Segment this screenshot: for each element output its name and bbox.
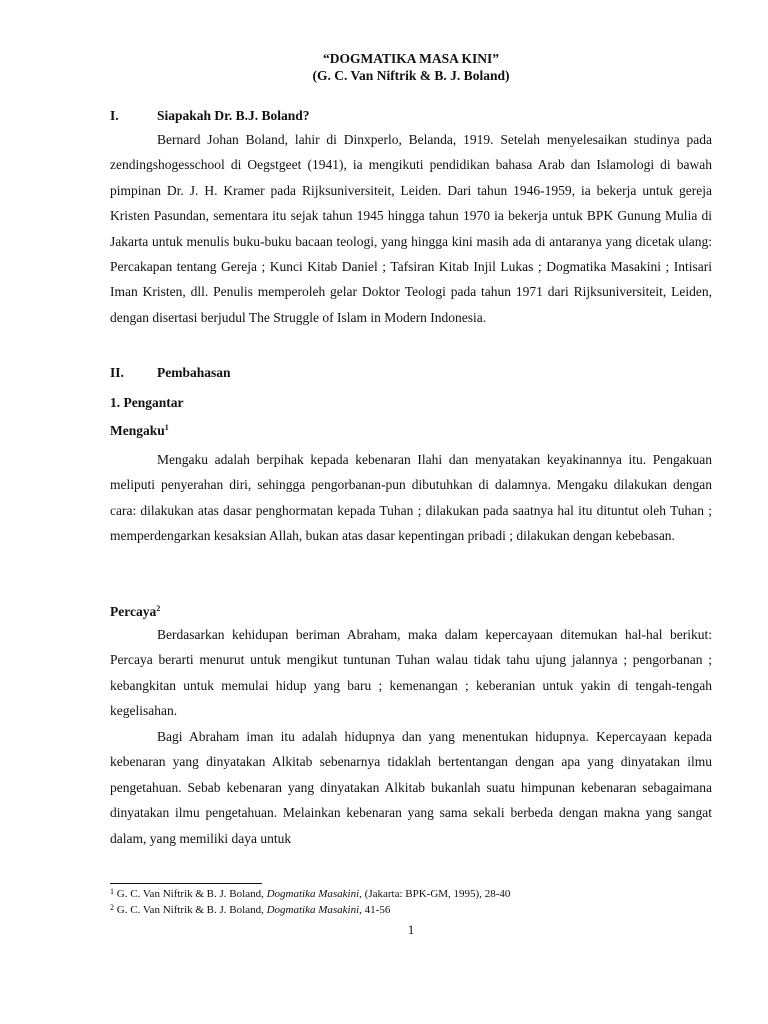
paragraph-percaya-1: Berdasarkan kehidupan beriman Abraham, maka dalam kepercayaan ditemukan hal-hal berikut: Percaya berarti menurut untuk mengikut tuntunan Tuhan walau tidak tahu ujung jalannya ; pengorbanan ; kebangkitan untuk memulai hidup yang baru ; kemenangan ; keberanian untuk yakin di tengah-tengah kegelisahan. (110, 627, 712, 719)
footnote-separator (110, 883, 262, 884)
footnote-ref: 2 (156, 604, 161, 613)
paragraph-boland: Bernard Johan Boland, lahir di Dinxperlo, Belanda, 1919. Setelah menyelesaikan studinya pada zendingshogesschool di Oegstgeet (1941), ia mengikuti pendidikan bahasa Arab dan Islamologi di bawah pimpinan Dr. J. H. Kramer pada Rijksuniversiteit, Leiden. Dari tahun 1946-1959, ia bekerja untuk gereja Kristen Pasundan, sementara itu sejak tahun 1945 hingga tahun 1970 ia bekerja untuk BPK Gunung Mulia di Jakarta untuk menulis buku-buku bacaan teologi, yang hingga kini masih ada di antaranya yang dicetak ulang: Percakapan tentang Gereja ; Kunci Kitab Daniel ; Tafsiran Kitab Injil Lukas ; Dogmatika Masakini ; Intisari Iman Kristen, dll. Penulis memperoleh gelar Doktor Teologi pada tahun 1971 dari Rijksuniversiteit, Leiden, dengan disertasi berjudul The Struggle of Islam in Modern Indonesia. (110, 132, 712, 325)
footnote-ref: 1 (164, 423, 169, 432)
section-heading-2 (110, 364, 231, 382)
heading-percaya (110, 603, 160, 621)
section-title: Pembahasan (157, 365, 231, 380)
footnote-2 (110, 904, 390, 917)
footnote-text: G. C. Van Niftrik & B. J. Boland, (116, 904, 267, 916)
document-page (110, 0, 712, 1024)
section-heading-1 (110, 107, 310, 125)
section-number: I. (110, 108, 119, 123)
footnote-book-title: Dogmatika Masakini (266, 904, 360, 916)
footnote-book-title: Dogmatika Masakini (266, 888, 360, 900)
document-subtitle: (G. C. Van Niftrik & B. J. Boland) (312, 68, 510, 83)
section-number: II. (110, 365, 124, 380)
heading-mengaku (110, 422, 169, 440)
document-title: “DOGMATIKA MASA KINI” (322, 51, 499, 66)
subsection-heading: 1. Pengantar (110, 395, 184, 410)
footnote-number: 2 (110, 903, 114, 912)
section-title: Siapakah Dr. B.J. Boland? (157, 108, 310, 123)
heading-text: Mengaku (110, 423, 165, 438)
footnote-text: , 41-56 (359, 904, 391, 916)
heading-text: Percaya (110, 604, 157, 619)
footnote-number: 1 (110, 887, 114, 896)
paragraph-mengaku: Mengaku adalah berpihak kepada kebenaran Ilahi dan menyatakan keyakinannya itu. Pengakuan meliputi penyerahan diri, sehingga pengorbanan-pun dibutuhkan di dalamnya. Mengaku dilakukan dengan cara: dilakukan atas dasar penghormatan kepada Tuhan ; dilakukan pada saatnya hal itu dituntut oleh Tuhan ; memperdengarkan kesaksian Allah, bukan atas dasar kepentingan pribadi ; dilakukan dengan kebebasan. (110, 452, 712, 544)
page-number: 1 (407, 922, 415, 937)
paragraph-percaya-2: Bagi Abraham iman itu adalah hidupnya dan yang menentukan hidupnya. Kepercayaan kepada kebenaran yang dinyatakan Alkitab sebenarnya tidaklah bertentangan dengan apa yang dinyatakan ilmu pengetahuan. Sebab kebenaran yang dinyatakan Alkitab bukanlah suatu himpunan kebenaran sebagaimana dinyatakan ilmu pengetahuan. Melainkan kebenaran yang sama sekali berbeda dengan makna yang sangat dalam, yang memiliki daya untuk (110, 729, 712, 846)
footnote-text: , (Jakarta: BPK-GM, 1995), 28-40 (359, 888, 511, 900)
footnote-text: G. C. Van Niftrik & B. J. Boland, (116, 888, 267, 900)
footnote-1 (110, 888, 510, 901)
